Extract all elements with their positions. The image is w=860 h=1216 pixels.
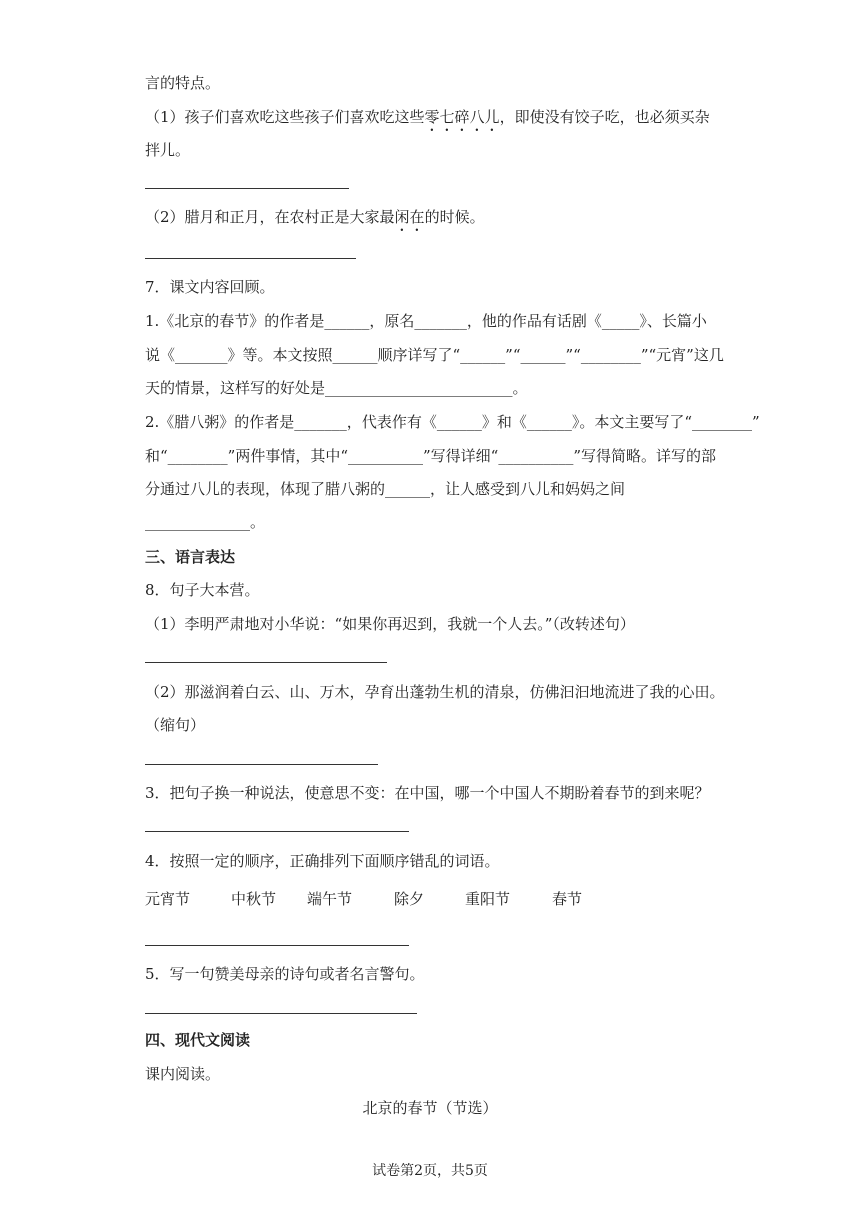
fill-blank-line: 说《_______》等。本文按照______顺序详写了“______”“______”“________”“元宵”这几 <box>145 346 724 364</box>
fill-blank-line: 和“________”两件事情，其中“__________”写得详细“__________”写得简略。详写的部 <box>145 447 717 465</box>
fill-blank-line: 1.《北京的春节》的作者是______，原名_______，他的作品有话剧《_____》、长篇小 <box>145 312 707 330</box>
question-6-1 <box>145 107 710 135</box>
word-item: 除夕 <box>394 890 425 908</box>
answer-line[interactable] <box>145 258 356 259</box>
passage-title: 北京的春节（节选） <box>362 1099 498 1117</box>
question-8-1: （1）李明严肃地对小华说：“如果你再迟到，我就一个人去。”（改转述句） <box>145 615 635 633</box>
answer-line[interactable] <box>145 1013 417 1014</box>
section-heading: 四、现代文阅读 <box>145 1031 251 1049</box>
question-text: （1）孩子们喜欢吃这些孩子们喜欢吃这些 <box>145 108 425 126</box>
word-item: 中秋节 <box>231 890 277 908</box>
question-8-3: 3．把句子换一种说法，使意思不变：在中国，哪一个中国人不期盼着春节的到来呢？ <box>145 784 710 802</box>
word-item: 重阳节 <box>465 890 511 908</box>
answer-line[interactable] <box>145 831 409 832</box>
fill-blank-line: 2.《腊八粥》的作者是_______，代表作有《______》和《______》。本文主要写了“________” <box>145 413 760 431</box>
emphasized-text: 闲在 <box>394 208 425 226</box>
question-8-5: 5．写一句赞美母亲的诗句或者名言警句。 <box>145 965 425 983</box>
answer-line[interactable] <box>145 945 409 946</box>
question-7: 7．课文内容回顾。 <box>145 278 275 296</box>
question-text: （2）腊月和正月，在农村正是大家最 <box>145 208 395 226</box>
word-item: 端午节 <box>307 890 353 908</box>
page-footer: 试卷第2页，共5页 <box>372 1163 488 1179</box>
question-text: 的时候。 <box>424 208 485 226</box>
answer-line[interactable] <box>145 662 387 663</box>
question-8-2: （2）那滋润着白云、山、万木，孕育出蓬勃生机的清泉，仿佛汩汩地流进了我的心田。 <box>145 683 725 701</box>
answer-line[interactable] <box>145 188 349 189</box>
fill-blank-line: ______________。 <box>145 513 266 531</box>
fill-blank-line: 天的情景，这样写的好处是_________________________。 <box>145 379 528 397</box>
word-item: 元宵节 <box>145 890 191 908</box>
question-text: （缩句） <box>145 716 206 734</box>
question-8-4: 4．按照一定的顺序，正确排列下面顺序错乱的词语。 <box>145 852 500 870</box>
fill-blank-line: 分通过八儿的表现，体现了腊八粥的______，让人感受到八儿和妈妈之间 <box>145 480 626 498</box>
question-text: 拌儿。 <box>145 141 191 159</box>
question-text: ，即使没有饺子吃，也必须买杂 <box>499 108 710 126</box>
answer-line[interactable] <box>145 764 378 765</box>
question-8: 8．句子大本营。 <box>145 581 260 599</box>
word-item: 春节 <box>552 890 583 908</box>
emphasized-text: 零七碎八儿 <box>424 108 500 126</box>
question-6-2 <box>145 207 485 235</box>
section-heading: 三、语言表达 <box>145 548 236 566</box>
text-line: 课内阅读。 <box>145 1065 221 1083</box>
text-line: 言的特点。 <box>145 74 221 92</box>
